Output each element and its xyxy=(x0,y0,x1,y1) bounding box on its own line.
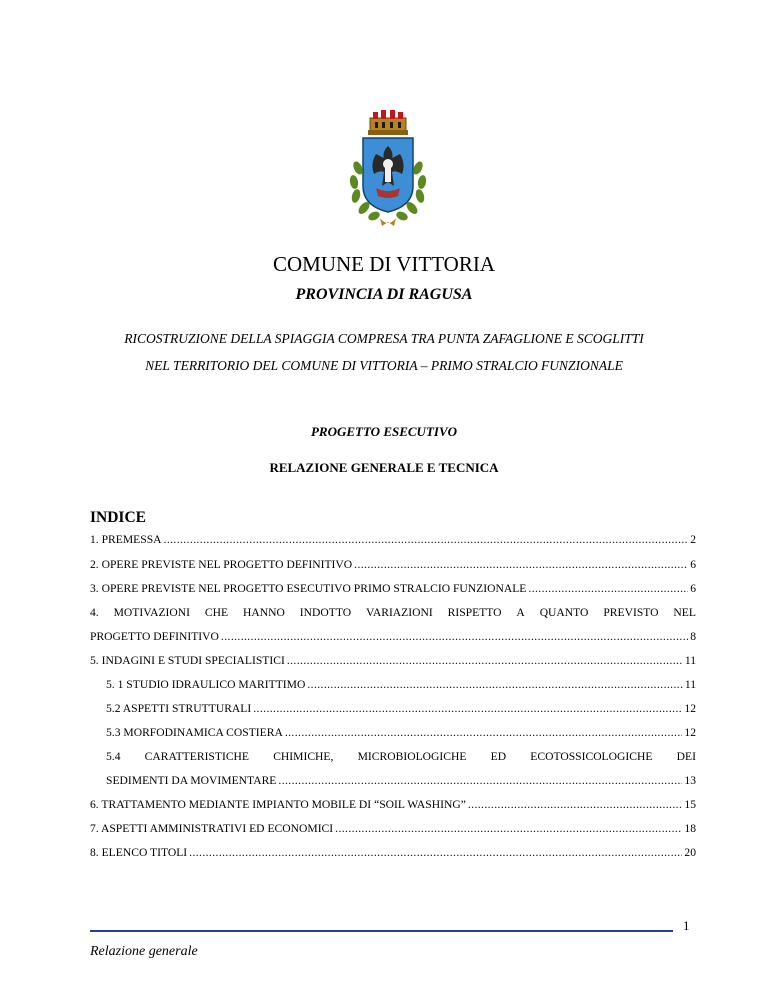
provincia-subtitle: PROVINCIA DI RAGUSA xyxy=(295,286,473,303)
toc-entry[interactable] xyxy=(90,533,696,546)
toc-entry[interactable] xyxy=(90,606,696,619)
toc-entry-label: 5. INDAGINI E STUDI SPECIALISTICI xyxy=(90,654,285,667)
toc-entry-page: 15 xyxy=(684,798,696,811)
toc-entry-label: SEDIMENTI DA MOVIMENTARE xyxy=(106,774,277,787)
toc-entry-word: PREVISTO xyxy=(603,606,659,619)
toc-entry-page: 6 xyxy=(690,558,696,571)
toc-entry-label: 7. ASPETTI AMMINISTRATIVI ED ECONOMICI xyxy=(90,822,334,835)
toc-entry-label: 5.2 ASPETTI STRUTTURALI xyxy=(106,702,252,715)
toc-entry[interactable] xyxy=(90,558,696,571)
toc-entry[interactable] xyxy=(90,822,696,835)
comune-title: COMUNE DI VITTORIA xyxy=(272,252,496,276)
toc-entry-word: NEL xyxy=(673,606,696,619)
toc-entry-word: HANNO xyxy=(243,606,285,619)
toc-entry-label: 1. PREMESSA xyxy=(90,533,162,546)
footer-rule xyxy=(90,930,673,932)
toc-entry-page: 20 xyxy=(684,846,696,859)
toc-entry-word: CHE xyxy=(204,606,229,619)
toc-entry-page: 6 xyxy=(690,582,696,595)
toc-entry-page: 11 xyxy=(684,678,696,691)
toc-entry-word: A xyxy=(516,606,525,619)
toc-entry-label: 6. TRATTAMENTO MEDIANTE IMPIANTO MOBILE DI “SOIL WASHING” xyxy=(90,798,466,811)
toc-entry-word: DEI xyxy=(676,750,696,763)
toc-entry-page: 13 xyxy=(684,774,696,787)
footer-text: Relazione generale xyxy=(90,944,198,959)
toc-entry-word: MICROBIOLOGICHE xyxy=(357,750,467,763)
toc-entry-label: 5. 1 STUDIO IDRAULICO MARITTIMO xyxy=(106,678,306,691)
project-title-line-2: NEL TERRITORIO DEL COMUNE DI VITTORIA – PRIMO STRALCIO FUNZIONALE xyxy=(145,358,623,373)
progetto-label: PROGETTO ESECUTIVO xyxy=(310,424,458,439)
indice-title: INDICE xyxy=(90,509,146,526)
toc-entry-word: QUANTO xyxy=(539,606,589,619)
toc-entry[interactable] xyxy=(106,750,696,763)
toc-entry[interactable] xyxy=(90,846,696,859)
toc-entry-label: PROGETTO DEFINITIVO xyxy=(90,630,219,643)
toc-entry-word: CHIMICHE, xyxy=(273,750,334,763)
project-title-line-1: RICOSTRUZIONE DELLA SPIAGGIA COMPRESA TRA PUNTA ZAFAGLIONE E SCOGLITTI xyxy=(124,331,644,346)
toc-entry-page: 8 xyxy=(690,630,696,643)
toc-entry-page: 12 xyxy=(684,726,696,739)
toc-entry-word: ECOTOSSICOLOGICHE xyxy=(530,750,653,763)
toc-entry-word: 4. xyxy=(90,606,99,619)
toc-entry-word: VARIAZIONI xyxy=(365,606,433,619)
toc-entry-page: 11 xyxy=(684,654,696,667)
toc-entry[interactable] xyxy=(90,654,696,667)
toc-entry[interactable] xyxy=(90,582,696,595)
toc-entry[interactable] xyxy=(106,726,696,739)
page-number: 1 xyxy=(683,918,690,933)
toc-entry-continuation[interactable] xyxy=(106,774,696,787)
toc-entry-label: 2. OPERE PREVISTE NEL PROGETTO DEFINITIVO xyxy=(90,558,353,571)
toc-entry-word: INDOTTO xyxy=(299,606,352,619)
toc-entry-label: 5.3 MORFODINAMICA COSTIERA xyxy=(106,726,283,739)
toc-entry-continuation[interactable] xyxy=(90,630,696,643)
coat-of-arms-icon xyxy=(338,108,438,232)
toc-entry-page: 2 xyxy=(690,533,696,546)
toc-entry-word: MOTIVAZIONI xyxy=(113,606,191,619)
toc-entry-page: 12 xyxy=(684,702,696,715)
toc-entry-word: CARATTERISTICHE xyxy=(144,750,250,763)
toc-entry[interactable] xyxy=(106,702,696,715)
toc-entry-label: 8. ELENCO TITOLI xyxy=(90,846,188,859)
relazione-label: RELAZIONE GENERALE E TECNICA xyxy=(269,460,499,475)
toc-entry-word: RISPETTO xyxy=(447,606,502,619)
toc-entry-label: 3. OPERE PREVISTE NEL PROGETTO ESECUTIVO PRIMO STRALCIO FUNZIONALE xyxy=(90,582,527,595)
toc-entry-page: 18 xyxy=(684,822,696,835)
toc-entry-word: ED xyxy=(490,750,507,763)
toc-entry-word: 5.4 xyxy=(106,750,121,763)
toc-entry[interactable] xyxy=(90,798,696,811)
toc-entry[interactable] xyxy=(106,678,696,691)
